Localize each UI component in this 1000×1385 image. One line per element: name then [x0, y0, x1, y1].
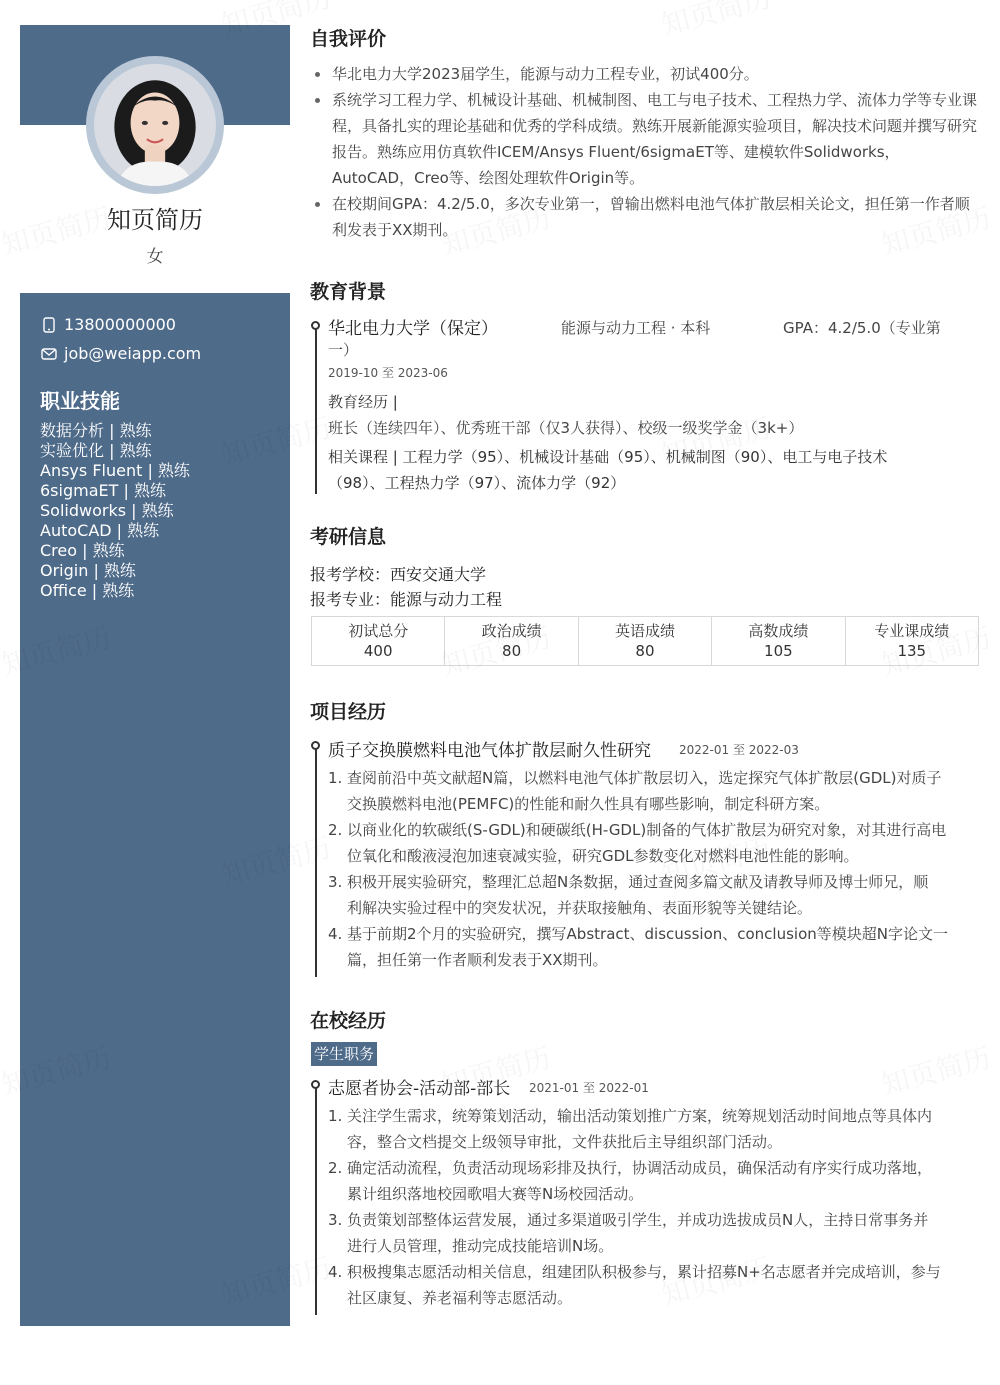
- scores-table: [311, 616, 979, 666]
- kaoyan-school: 报考学校：西安交通大学: [310, 565, 487, 584]
- timeline-dot: [311, 321, 320, 330]
- education-timeline: [315, 322, 317, 494]
- phone-text: 13800000000: [64, 315, 176, 334]
- contact-email: [40, 344, 201, 363]
- kaoyan-major: 报考专业：能源与动力工程: [310, 590, 503, 609]
- section-title-education: 教育背景: [310, 281, 387, 303]
- project-item: 2. 以商业化的软碳纸(S-GDL)和硬碳纸(H-GDL)制备的气体扩散层为研究对象，对其进行高电 位氧化和酸液浸泡加速衰减实验，研究GDL参数变化对燃料电池性能的影响。: [328, 821, 947, 865]
- skills-title: 职业技能: [40, 389, 120, 413]
- campus-item: 4. 积极搜集志愿活动相关信息，组建团队积极参与，累计招募N+名志愿者并完成培训，参与 社区康复、养老福利等志愿活动。: [328, 1263, 941, 1307]
- project-item: 3. 积极开展实验研究，整理汇总超N条数据，通过查阅多篇文献及请教导师及博士师兄，顺 利解决实验过程中的突发状况，并获取接触角、表面形貌等关键结论。: [328, 873, 929, 917]
- campus-item: 3. 负责策划部整体运营发展，通过多渠道吸引学生，并成功选拔成员N人，主持日常事务并 进行人员管理，推动完成技能培训N场。: [328, 1211, 929, 1255]
- mail-icon: [40, 345, 58, 363]
- skill-item: Solidworks | 熟练: [40, 501, 174, 520]
- contact-phone: [40, 315, 176, 334]
- education-dates: 2019-10 至 2023-06: [328, 366, 448, 380]
- education-courses: 相关课程 | 工程力学（95）、机械设计基础（95）、机械制图（90）、电工与电子技术: [328, 448, 888, 466]
- section-title-project: 项目经历: [310, 701, 387, 723]
- education-exp-text: 班长（连续四年）、优秀班干部（仅3人获得）、校级一级奖学金（3k+）: [328, 419, 804, 437]
- score-cell: 高数成绩 105: [712, 617, 845, 666]
- avatar-photo: [94, 64, 216, 186]
- skill-item: 6sigmaET | 熟练: [40, 481, 166, 500]
- timeline-dot: [311, 741, 320, 750]
- profile-gender: 女: [146, 247, 164, 267]
- score-cell: 英语成绩 80: [578, 617, 711, 666]
- campus-list: [328, 1103, 978, 1311]
- self-eval-item: 系统学习工程力学、机械设计基础、机械制图、电工与电子技术、工程热力学、流体力学等专业课程，具备扎实的理论基础和优秀的学科成绩。熟练开展新能源实验项目，解决技术问题并撰写研究报告。熟练应用仿真软件ICEM/Ansys Fluent/6sigmaET等、建模软件Solidworks，AutoCAD，Creo等、绘图处理软件Origin等。: [310, 87, 980, 191]
- phone-icon: [40, 316, 58, 334]
- skill-item: Origin | 熟练: [40, 561, 136, 580]
- section-title-self-eval: 自我评价: [310, 28, 387, 50]
- sidebar: [20, 293, 290, 1326]
- skill-item: Creo | 熟练: [40, 541, 125, 560]
- watermark: [877, 1036, 996, 1104]
- skills-list: [40, 421, 190, 601]
- section-title-campus: 在校经历: [310, 1010, 387, 1032]
- skill-item: 实验优化 | 熟练: [40, 441, 152, 460]
- campus-role: 志愿者协会-活动部-部长: [328, 1079, 511, 1099]
- project-timeline: [315, 742, 317, 977]
- profile-name: 知页简历: [107, 206, 203, 234]
- score-cell: 初试总分 400: [312, 617, 445, 666]
- education-courses-cont: （98）、工程热力学（97）、流体力学（92）: [328, 474, 626, 492]
- education-gpa: GPA：4.2/5.0（专业第: [783, 319, 941, 337]
- education-gpa-cont: 一）: [328, 341, 359, 359]
- score-cell: 专业课成绩 135: [845, 617, 978, 666]
- self-eval-item: 华北电力大学2023届学生，能源与动力工程专业，初试400分。: [310, 61, 980, 87]
- watermark: [657, 0, 776, 44]
- campus-item: 2. 确定活动流程，负责活动现场彩排及执行，协调活动成员，确保活动有序实行成功落地， 累计组织落地校园歌唱大赛等N场校园活动。: [328, 1159, 933, 1203]
- education-school: 华北电力大学（保定）: [328, 319, 498, 339]
- skill-item: Ansys Fluent | 熟练: [40, 461, 190, 480]
- project-list: [328, 765, 978, 973]
- project-item: 4. 基于前期2个月的实验研究，撰写Abstract、discussion、conclusion等模块超N字论文一 篇，担任第一作者顺利发表于XX期刊。: [328, 925, 948, 969]
- score-cell: 政治成绩 80: [445, 617, 578, 666]
- campus-dates: 2021-01 至 2022-01: [529, 1081, 649, 1095]
- self-eval-item: 在校期间GPA：4.2/5.0，多次专业第一，曾输出燃料电池气体扩散层相关论文，担任第一作者顺利发表于XX期刊。: [310, 191, 980, 243]
- email-text: job@weiapp.com: [64, 344, 202, 363]
- campus-item: 1. 关注学生需求，统筹策划活动，输出活动策划推广方案，统筹规划活动时间地点等具体内 容，整合文档提交上级领导审批，文件获批后主导组织部门活动。: [328, 1107, 933, 1151]
- role-tag: 学生职务: [311, 1042, 377, 1066]
- campus-timeline: [315, 1081, 317, 1315]
- education-exp-label: 教育经历 |: [328, 393, 398, 411]
- skill-item: Office | 熟练: [40, 581, 135, 600]
- section-title-kaoyan: 考研信息: [310, 526, 387, 548]
- skill-item: 数据分析 | 熟练: [40, 421, 152, 440]
- project-name: 质子交换膜燃料电池气体扩散层耐久性研究: [328, 741, 651, 761]
- avatar: [86, 56, 224, 194]
- skill-item: AutoCAD | 熟练: [40, 521, 160, 540]
- self-eval-list: [310, 61, 980, 243]
- project-item: 1. 查阅前沿中英文献超N篇，以燃料电池气体扩散层切入，选定探究气体扩散层(GDL)对质子 交换膜燃料电池(PEMFC)的性能和耐久性具有哪些影响，制定科研方案。: [328, 769, 942, 813]
- timeline-dot: [311, 1080, 320, 1089]
- project-dates: 2022-01 至 2022-03: [679, 743, 799, 757]
- education-major: 能源与动力工程 · 本科: [561, 319, 711, 337]
